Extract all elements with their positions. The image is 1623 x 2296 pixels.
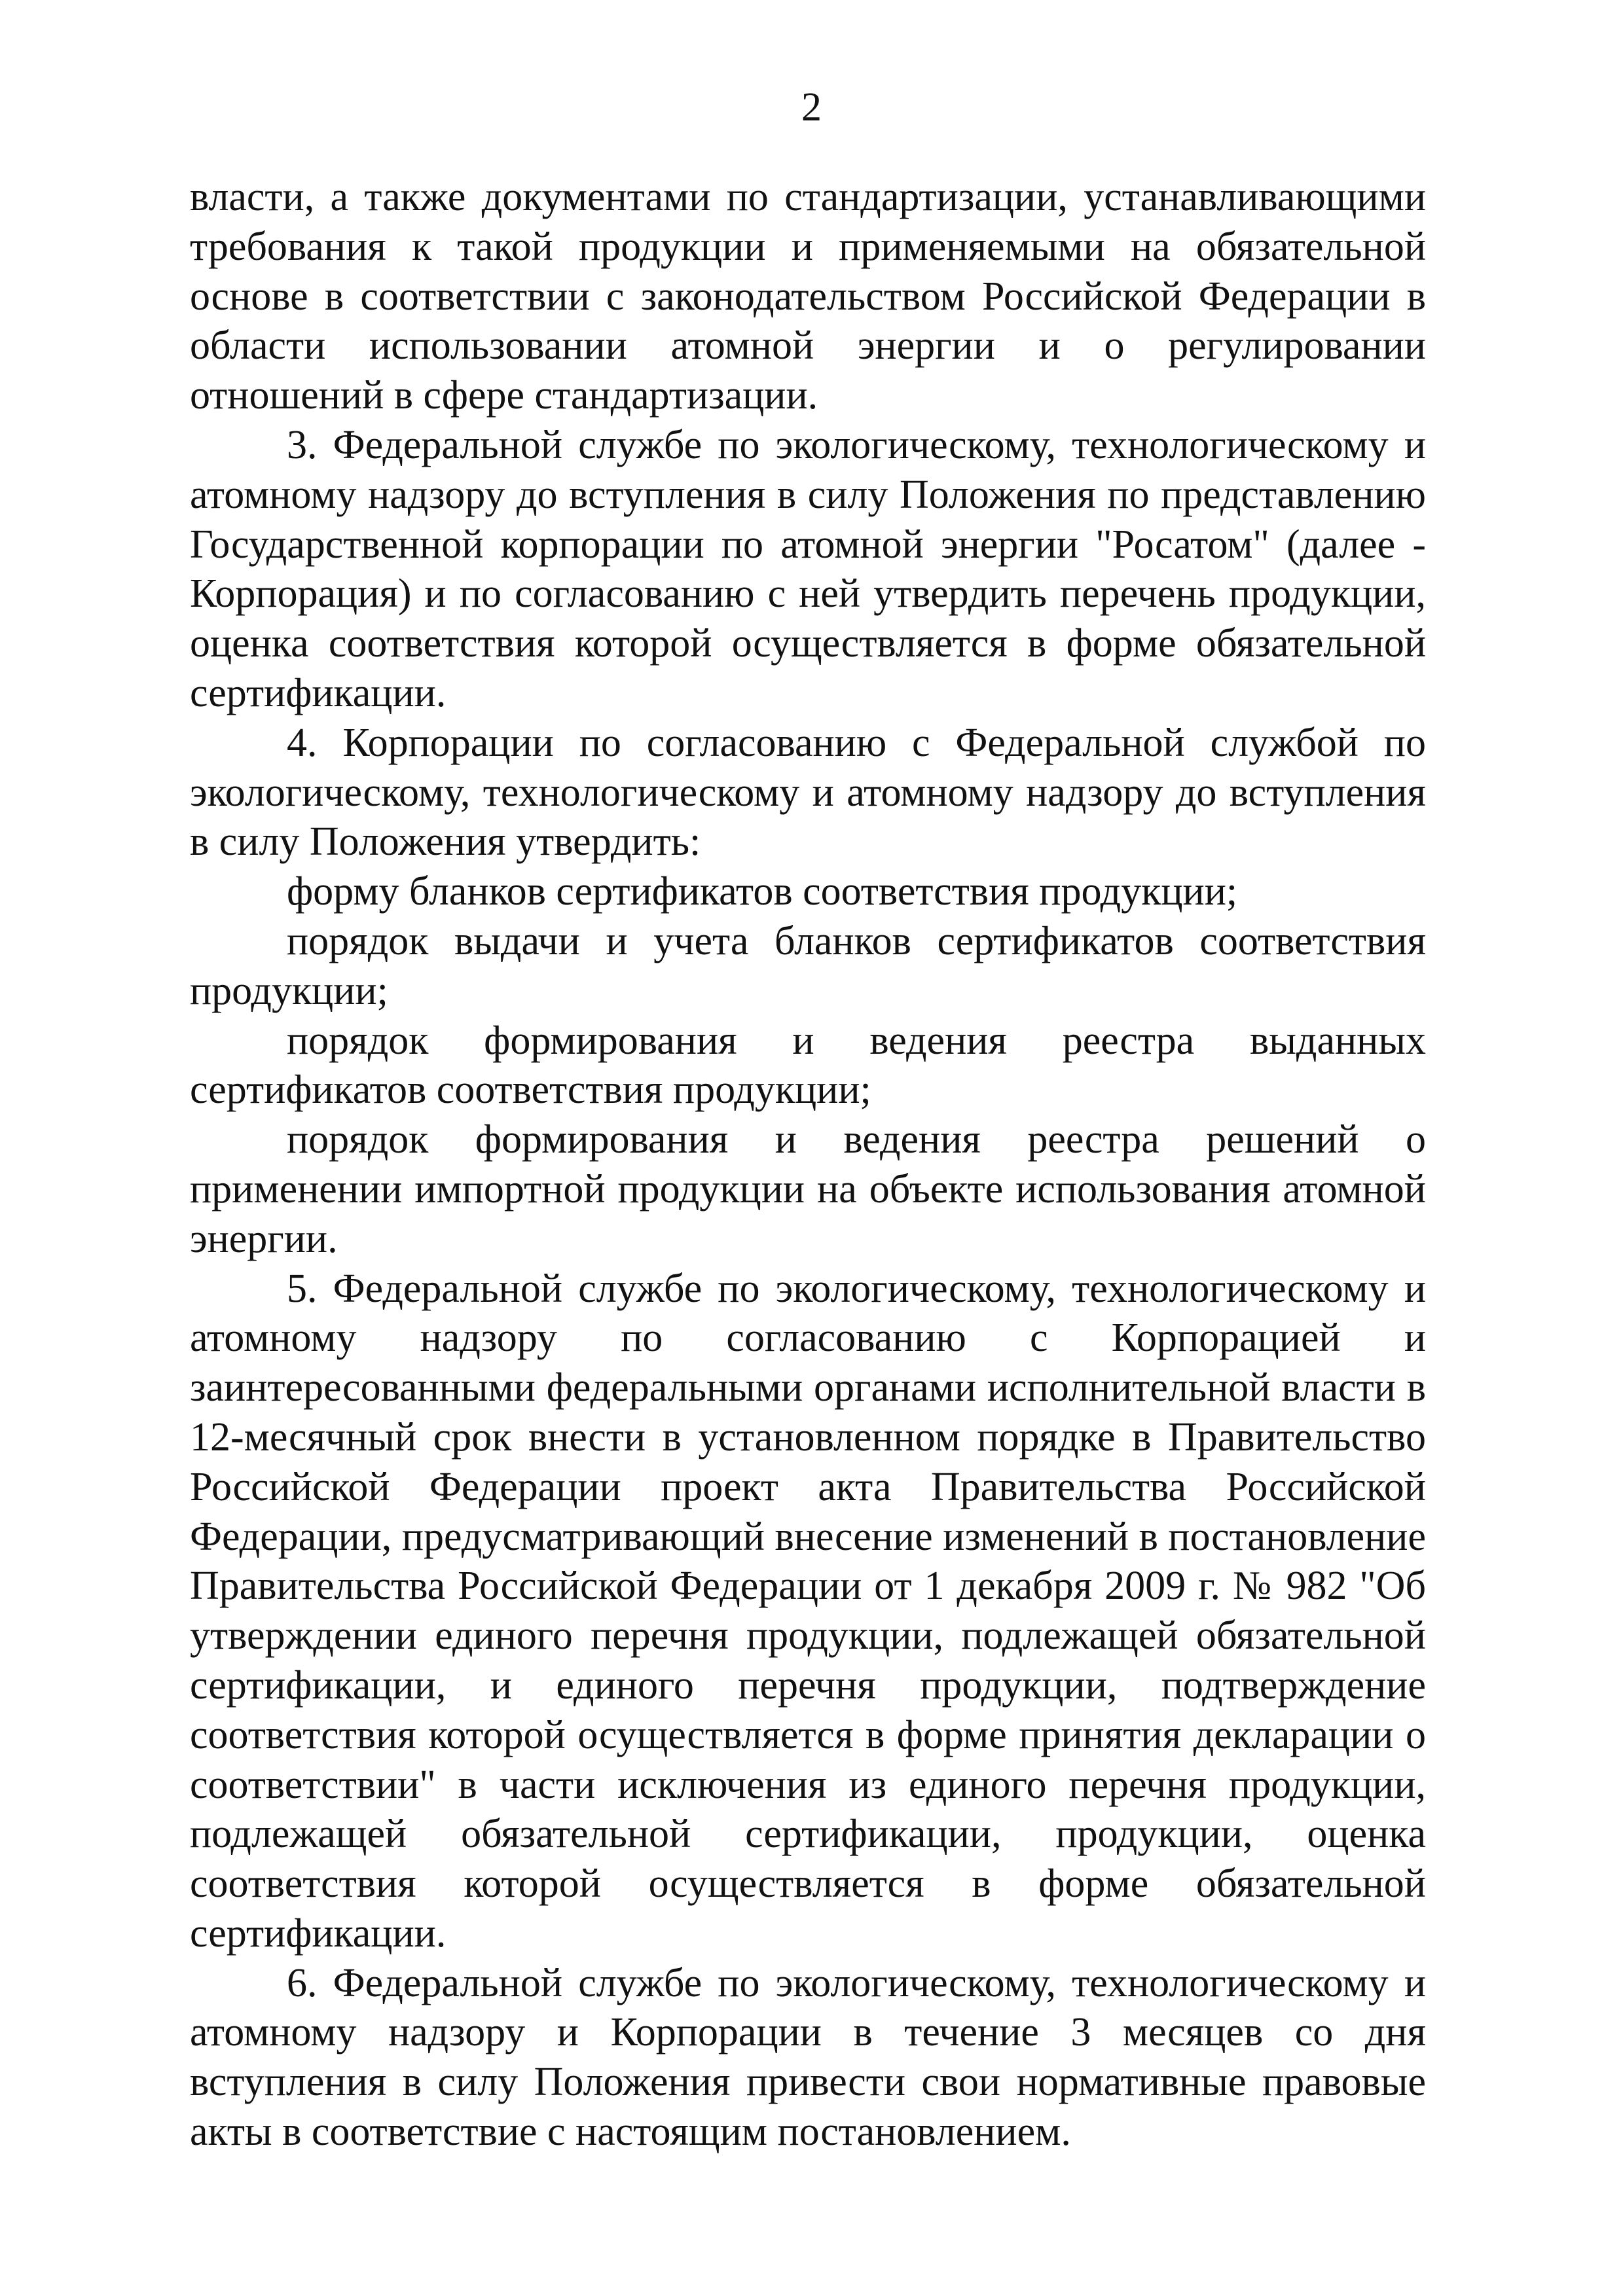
paragraph-item-4-sub-3: порядок формирования и ведения реестра выданных сертификатов соответствия продукции;	[190, 1018, 1426, 1113]
paragraph-item-4: 4. Корпорации по согласованию с Федеральной службой по экологическому, технологическому и атомному надзору до вступления в силу Положения утвердить:	[190, 720, 1426, 865]
paragraph-item-3: 3. Федеральной службе по экологическому, технологическому и атомному надзору до вступления в силу Положения по представлению Государственной корпорации по атомной энергии "Росатом" (далее - Корпорация) и по согласованию с ней утвердить перечень продукции, оценка соответствия которой осуществляется в форме обязательной сертификации.	[190, 422, 1426, 715]
paragraph-item-4-sub-4: порядок формирования и ведения реестра решений о применении импортной продукции на объекте использования атомной энергии.	[190, 1117, 1426, 1261]
paragraph-continuation: власти, а также документами по стандартизации, устанавливающими требования к такой продукции и применяемыми на обязательной основе в соответствии с законодательством Российской Федерации в области использовании атомной энергии и о регулировании отношений в сфере стандартизации.	[190, 175, 1426, 418]
paragraph-item-4-sub-1: форму бланков сертификатов соответствия продукции;	[287, 869, 1238, 914]
document-body	[190, 173, 1426, 2157]
paragraph-item-5: 5. Федеральной службе по экологическому, технологическому и атомному надзору по согласованию с Корпорацией и заинтересованными федеральными органами исполнительной власти в 12-месячный срок внести в установленном порядке в Правительство Российской Федерации проект акта Правительства Российской Федерации, предусматривающий внесение изменений в постановление Правительства Российской Федерации от 1 декабря 2009 г. № 982 "Об утверждении единого перечня продукции, подлежащей обязательной сертификации, и единого перечня продукции, подтверждение соответствия которой осуществляется в форме принятия декларации о соответствии" в части исключения из единого перечня продукции, подлежащей обязательной сертификации, продукции, оценка соответствия которой осуществляется в форме обязательной сертификации.	[190, 1266, 1426, 1956]
paragraph-item-4-sub-2: порядок выдачи и учета бланков сертификатов соответствия продукции;	[190, 918, 1426, 1013]
page-number: 2	[801, 85, 822, 130]
paragraph-item-6: 6. Федеральной службе по экологическому, технологическому и атомному надзору и Корпорации в течение 3 месяцев со дня вступления в силу Положения привести свои нормативные правовые акты в соответствие с настоящим постановлением.	[190, 1960, 1426, 2155]
